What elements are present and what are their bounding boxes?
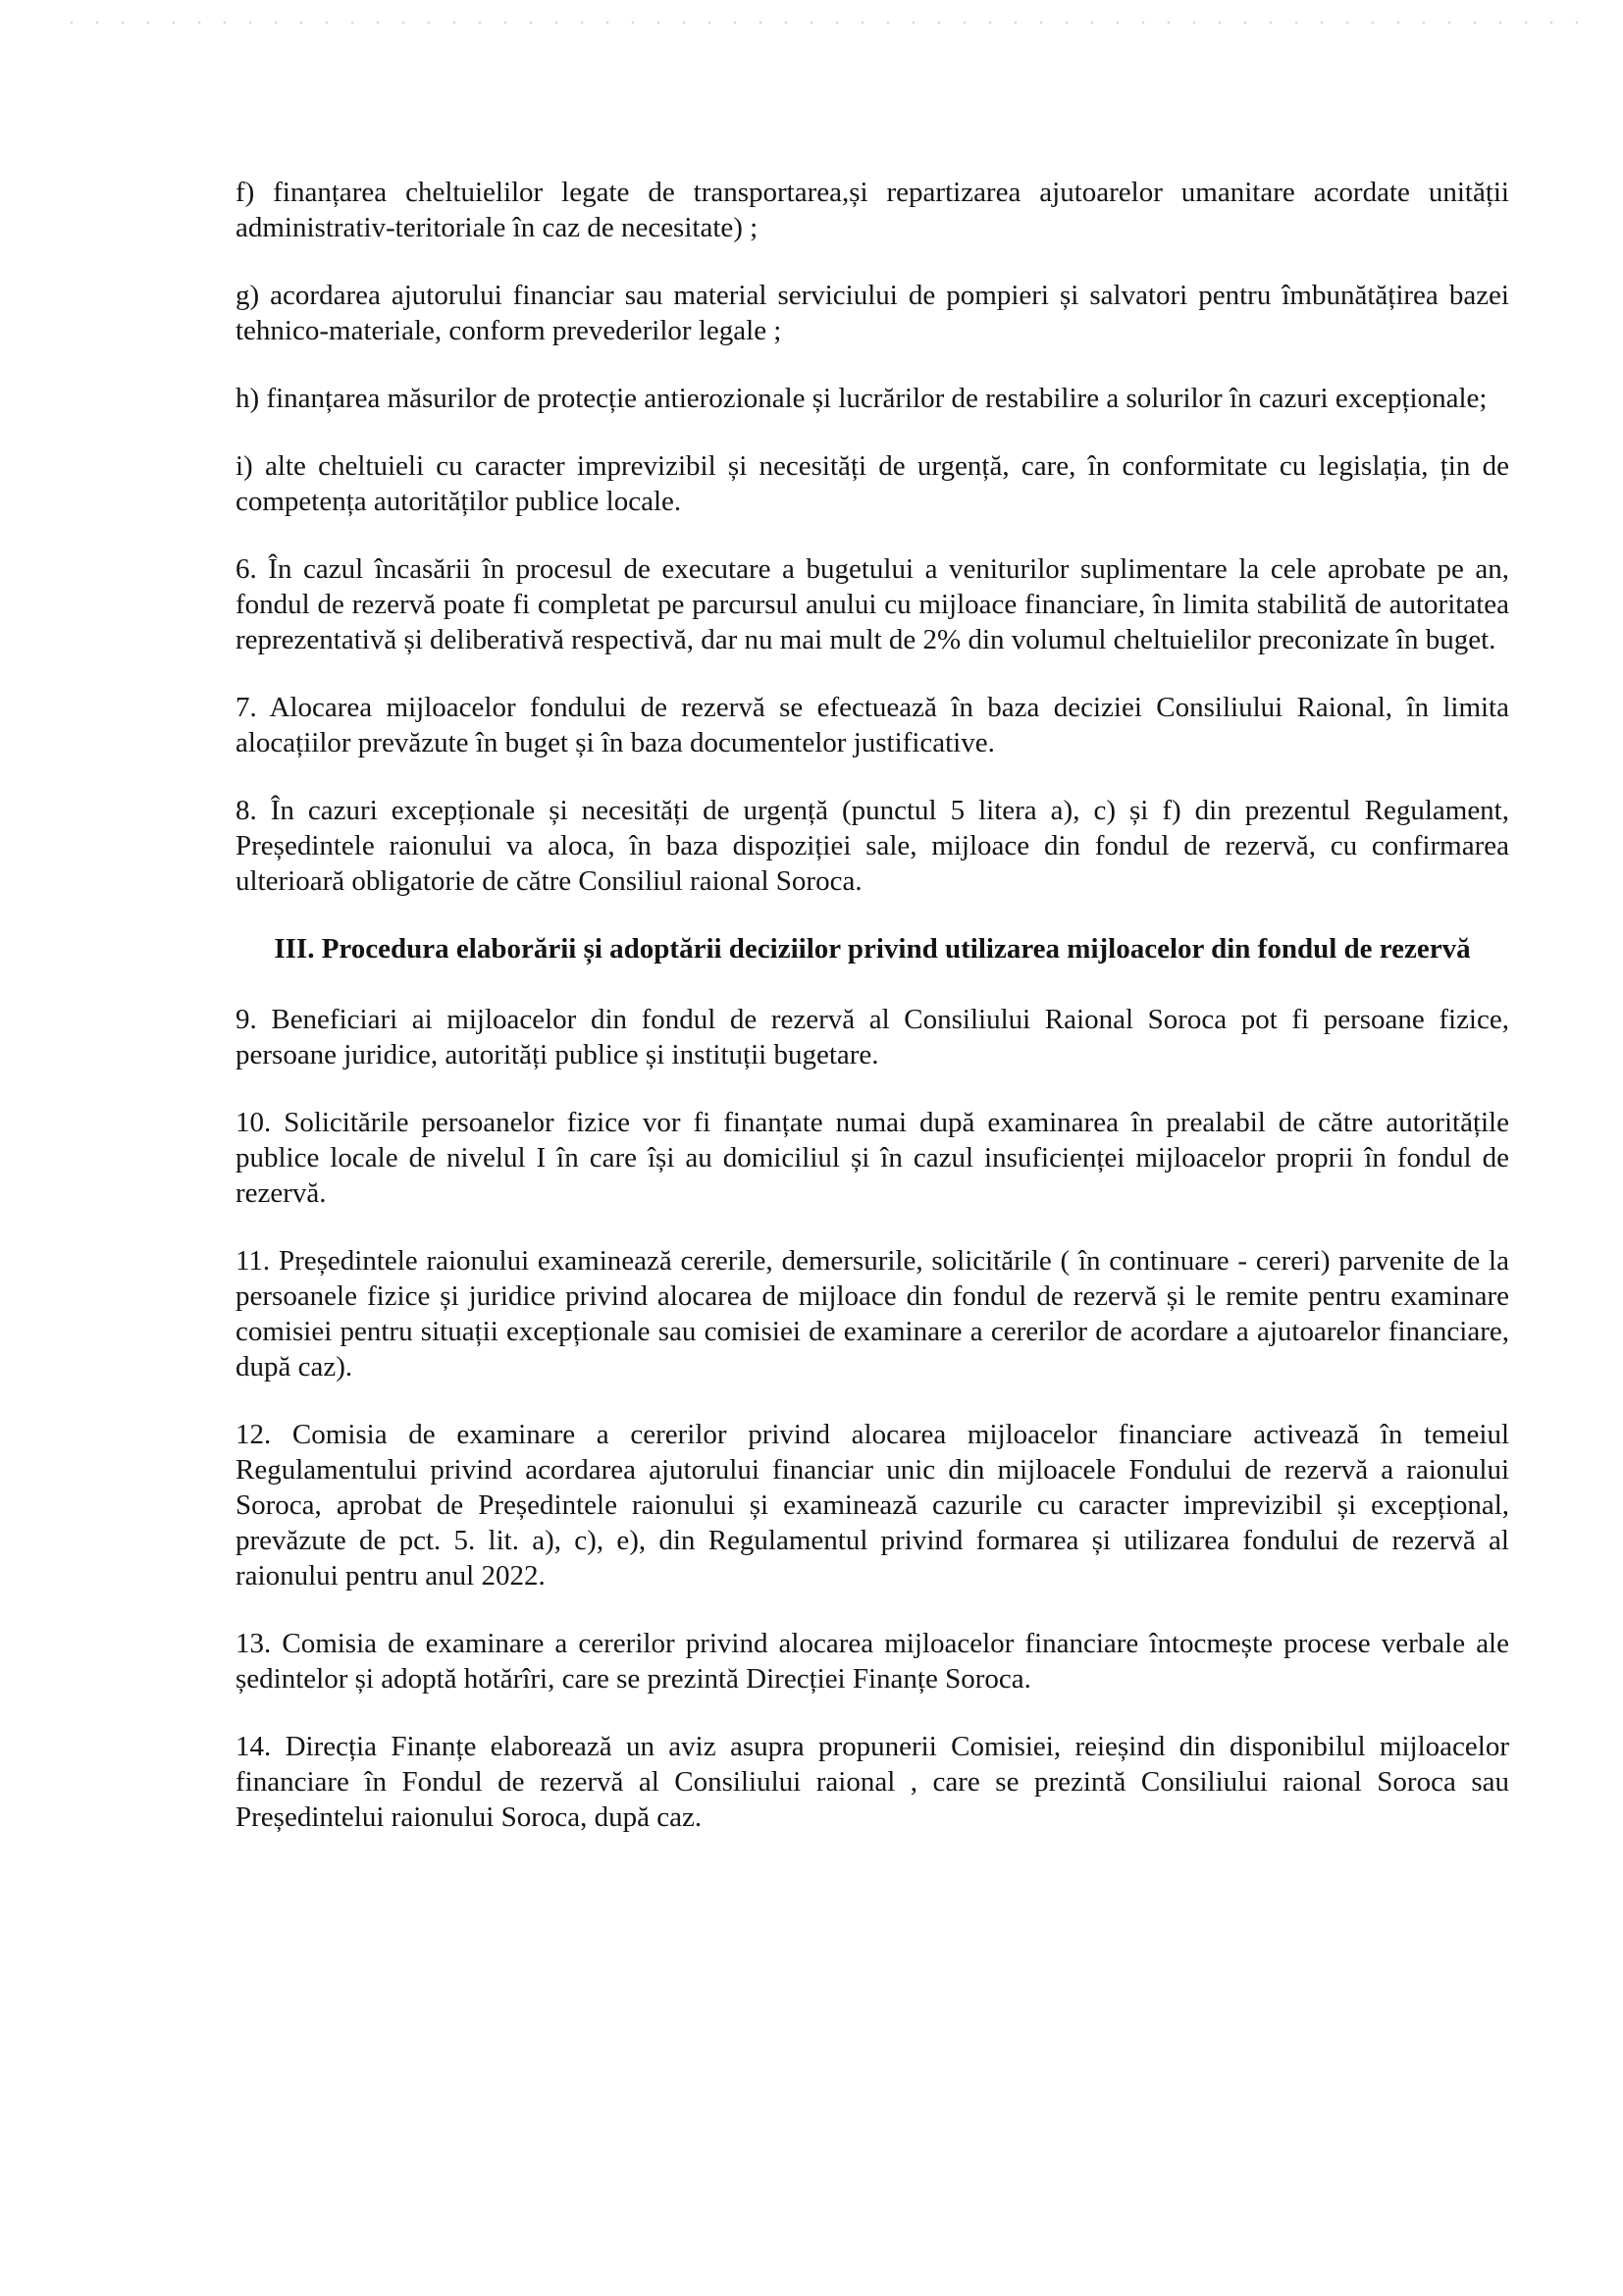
paragraph-f: f) finanțarea cheltuielilor legate de transportarea,și repartizarea ajutoarelor umanitare acordate unității administrativ-teritoriale în caz de necesitate) ; <box>236 177 1509 243</box>
paragraph-12: 12. Comisia de examinare a cererilor privind alocarea mijloacelor financiare activează în temeiul Regulamentului privind acordarea ajutorului financiar unic din mijloacele Fondului de rezervă a raionului Soroca, aprobat de Președintele raionului și examinează cazurile cu caracter imprevizibil și excepțional, prevăzute de pct. 5. lit. a), c), e), din Regulamentul privind formarea și utilizarea fondului de rezervă al raionului pentru anul 2022. <box>236 1419 1509 1592</box>
paragraph-7: 7. Alocarea mijloacelor fondului de rezervă se efectuează în baza deciziei Consiliului Raional, în limita alocațiilor prevăzute în buget și în baza documentelor justificative. <box>236 692 1509 758</box>
document-body <box>236 175 1509 1867</box>
paragraph-g: g) acordarea ajutorului financiar sau material serviciului de pompieri și salvatori pentru îmbunătățirea bazei tehnico-materiale, conform prevederilor legale ; <box>236 280 1509 346</box>
paragraph-9: 9. Beneficiari ai mijloacelor din fondul de rezervă al Consiliului Raional Soroca pot fi persoane fizice, persoane juridice, autorități publice și instituții bugetare. <box>236 1004 1509 1070</box>
scan-artifact-dots <box>59 18 1590 27</box>
paragraph-i: i) alte cheltuieli cu caracter imprevizibil și necesități de urgență, care, în conformitate cu legislația, țin de competența autorităților publice locale. <box>236 450 1509 517</box>
paragraph-8: 8. În cazuri excepționale și necesități de urgență (punctul 5 litera a), c) și f) din prezentul Regulament, Președintele raionului va aloca, în baza dispoziției sale, mijloace din fondul de rezervă, cu confirmarea ulterioară obligatorie de către Consiliul raional Soroca. <box>236 795 1509 897</box>
paragraph-h: h) finanțarea măsurilor de protecție antierozionale și lucrărilor de restabilire a solurilor în cazuri excepționale; <box>236 383 1488 414</box>
paragraph-11: 11. Președintele raionului examinează cererile, demersurile, solicitările ( în continuare - cereri) parvenite de la persoanele fizice și juridice privind alocarea de mijloace din fondul de rezervă și le remite pentru examinare comisiei pentru situații excepționale sau comisiei de examinare a cererilor de acordare a ajutoarelor financiare, după caz). <box>236 1245 1509 1383</box>
paragraph-10: 10. Solicitările persoanelor fizice vor fi finanțate numai după examinarea în prealabil de către autoritățile publice locale de nivelul I în care își au domiciliul și în cazul insuficienței mijloacelor proprii în fondul de rezervă. <box>236 1107 1509 1209</box>
paragraph-13: 13. Comisia de examinare a cererilor privind alocarea mijloacelor financiare întocmește procese verbale ale ședintelor și adoptă hotărîri, care se prezintă Direcției Finanțe Soroca. <box>236 1628 1509 1695</box>
paragraph-14: 14. Direcția Finanțe elaborează un aviz asupra propunerii Comisiei, reieșind din disponibilul mijloacelor financiare în Fondul de rezervă al Consiliului raional , care se prezintă Consiliului raional Soroca sau Președintelui raionului Soroca, după caz. <box>236 1731 1509 1833</box>
section-heading-iii: III. Procedura elaborării și adoptării deciziilor privind utilizarea mijloacelor din fondul de rezervă <box>274 933 1471 965</box>
paragraph-6: 6. În cazul încasării în procesul de executare a bugetului a veniturilor suplimentare la cele aprobate pe an, fondul de rezervă poate fi completat pe parcursul anului cu mijloace financiare, în limita stabilită de autoritatea reprezentativă și deliberativă respectivă, dar nu mai mult de 2% din volumul cheltuielilor preconizate în buget. <box>236 553 1509 655</box>
